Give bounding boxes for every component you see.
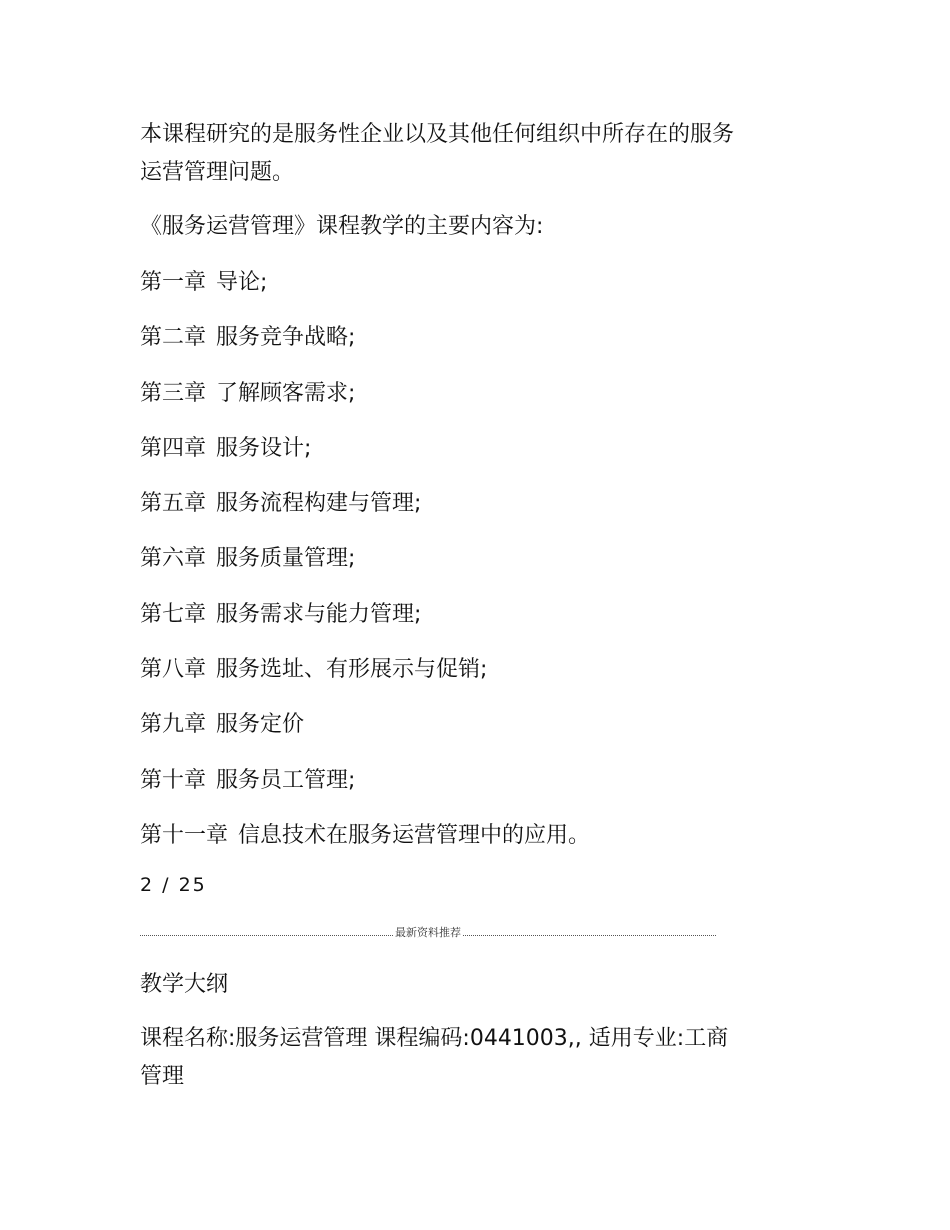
chapter-number: 第二章	[140, 325, 207, 351]
course-info-line-2: 管理	[140, 1064, 185, 1089]
chapter-number: 第五章	[140, 491, 207, 517]
chapter-number: 第九章	[140, 712, 207, 738]
chapter-item	[140, 596, 590, 651]
chapter-number: 第七章	[140, 601, 207, 627]
chapter-number: 第一章	[140, 270, 207, 295]
content-lead: 《服务运营管理》课程教学的主要内容为:	[140, 214, 544, 239]
page-separator	[140, 924, 716, 942]
course-info-line-1: 课程名称:服务运营管理 课程编码:0441003,, 适用专业:工商	[140, 1026, 729, 1051]
chapter-number: 第六章	[140, 546, 207, 572]
chapter-title: 信息技术在服务运营管理中的应用。	[238, 822, 591, 848]
chapter-item	[140, 540, 590, 595]
chapter-item	[140, 706, 590, 761]
outline-title: 教学大纲	[140, 972, 229, 997]
chapter-number: 第十一章	[140, 822, 229, 848]
separator-dots-right	[463, 934, 716, 936]
chapter-item	[140, 264, 590, 319]
chapter-title: 服务员工管理;	[216, 767, 356, 793]
chapter-item	[140, 485, 590, 540]
chapter-number: 第八章	[140, 657, 207, 683]
chapter-item	[140, 651, 590, 706]
intro-line-2: 运营管理问题。	[140, 160, 295, 185]
chapter-number: 第十章	[140, 767, 207, 793]
separator-label: 最新资料推荐	[395, 926, 461, 939]
chapter-title: 导论;	[216, 270, 268, 295]
chapter-number: 第四章	[140, 435, 207, 461]
chapter-title: 服务需求与能力管理;	[216, 601, 422, 627]
page-number: 2 / 25	[140, 874, 207, 896]
chapter-title: 服务流程构建与管理;	[216, 491, 422, 517]
chapter-item	[140, 319, 590, 374]
chapter-title: 服务设计;	[216, 435, 312, 461]
chapter-list	[140, 264, 590, 872]
chapter-title: 服务定价	[216, 712, 305, 738]
chapter-title: 服务竞争战略;	[216, 325, 356, 351]
chapter-title: 服务选址、有形展示与促销;	[216, 657, 488, 683]
separator-dots-left	[140, 934, 393, 936]
chapter-title: 服务质量管理;	[216, 546, 356, 572]
intro-line-1: 本课程研究的是服务性企业以及其他任何组织中所存在的服务	[140, 122, 735, 147]
chapter-item	[140, 375, 590, 430]
chapter-item	[140, 430, 590, 485]
chapter-number: 第三章	[140, 380, 207, 406]
chapter-title: 了解顾客需求;	[216, 380, 356, 406]
chapter-item	[140, 762, 590, 817]
chapter-item	[140, 817, 590, 872]
